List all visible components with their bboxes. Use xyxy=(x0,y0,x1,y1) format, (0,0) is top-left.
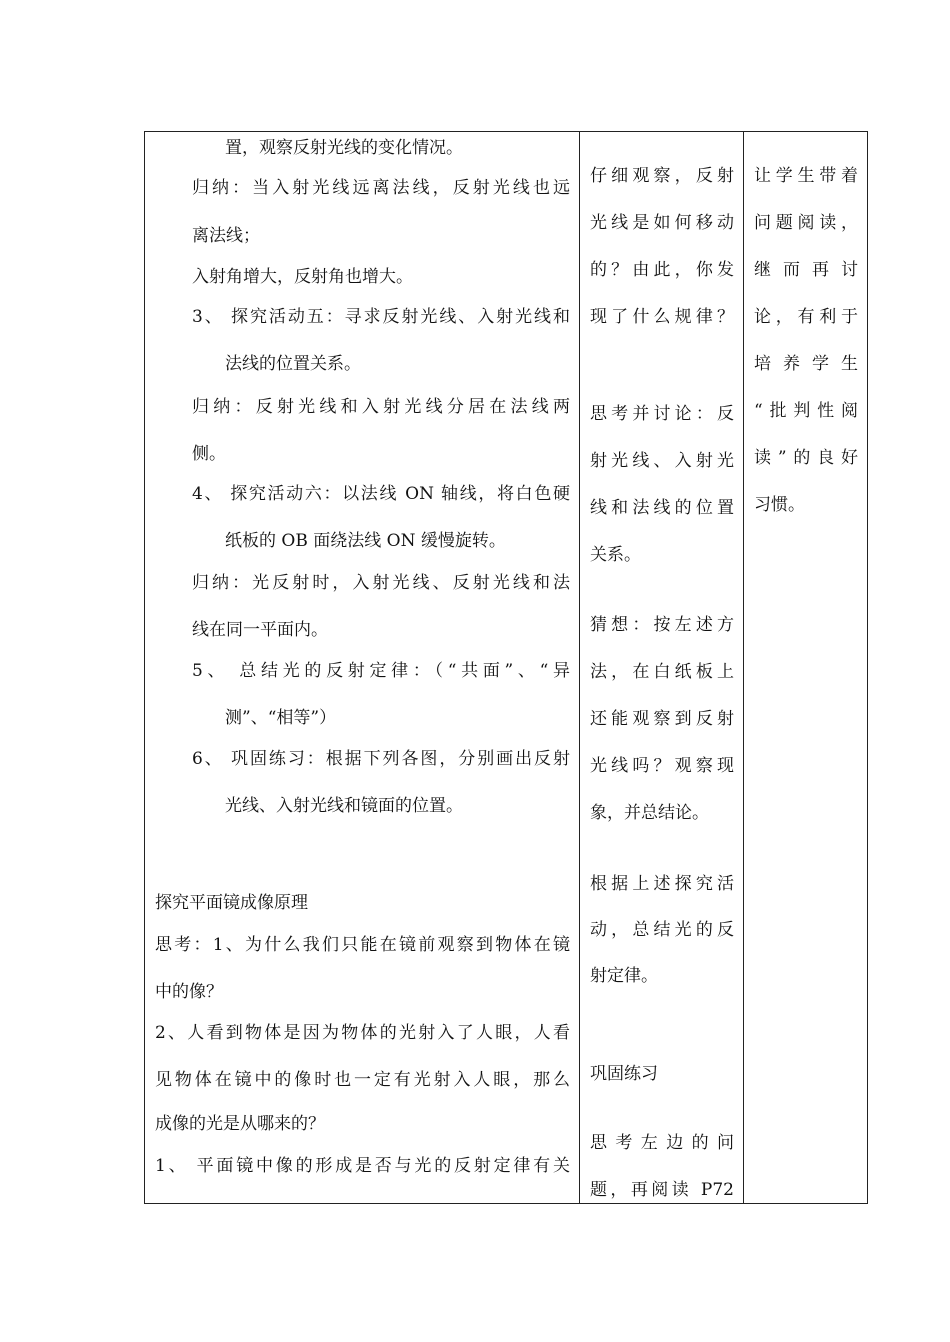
text-line: 见物体在镜中的像时也一定有光射入人眼，那么 xyxy=(155,1070,570,1090)
list-item: 3、 探究活动五：寻求反射光线、入射光线和 xyxy=(192,307,570,327)
text-line: 光线是如何移动 xyxy=(590,213,734,233)
section-heading: 探究平面镜成像原理 xyxy=(155,893,308,913)
text-line: 培养学生 xyxy=(754,354,858,374)
text-line: 归纳：光反射时，入射光线、反射光线和法 xyxy=(192,573,570,593)
text-line: 猜想：按左述方 xyxy=(590,615,734,635)
text-line: 置，观察反射光线的变化情况。 xyxy=(225,138,463,158)
list-item: 6、 巩固练习：根据下列各图，分别画出反射 xyxy=(192,749,570,769)
text-line: 纸板的 OB 面绕法线 ON 缓慢旋转。 xyxy=(225,531,506,551)
text-line: 成像的光是从哪来的？ xyxy=(155,1114,325,1134)
text-line: 光线、入射光线和镜面的位置。 xyxy=(225,796,463,816)
text-line: 读”的良好 xyxy=(754,448,858,468)
text-line: 习惯。 xyxy=(754,495,805,515)
text-line: 思考左边的问 xyxy=(590,1133,734,1153)
list-item: 5、 总结光的反射定律：（“共面”、“异 xyxy=(192,661,570,681)
text-line: 2、人看到物体是因为物体的光射入了人眼，人看 xyxy=(155,1023,570,1043)
text-line: 现了什么规律？ xyxy=(590,307,734,327)
list-item: 1、 平面镜中像的形成是否与光的反射定律有关 xyxy=(155,1156,570,1176)
text-line: 关系。 xyxy=(590,545,641,565)
text-line: 继而再讨 xyxy=(754,260,858,280)
text-line: 射光线、入射光 xyxy=(590,451,734,471)
list-item: 4、 探究活动六：以法线 ON 轴线，将白色硬 xyxy=(192,484,570,504)
text-line: 问题阅读， xyxy=(754,213,858,233)
text-line: 论，有利于 xyxy=(754,307,858,327)
text-line: 光线吗？观察现 xyxy=(590,756,734,776)
text-line: 根据上述探究活 xyxy=(590,874,734,894)
text-line: 思考并讨论：反 xyxy=(590,404,734,424)
text-line: 题，再阅读 P72 xyxy=(590,1180,734,1200)
text-line: 思考：1、为什么我们只能在镜前观察到物体在镜 xyxy=(155,935,570,955)
text-line: 测”、“相等”） xyxy=(225,708,337,728)
text-line: 归纳：当入射光线远离法线，反射光线也远 xyxy=(192,178,570,198)
text-line: 法线的位置关系。 xyxy=(225,354,361,374)
column-divider xyxy=(743,131,744,1204)
text-line: 仔细观察，反射 xyxy=(590,166,734,186)
text-line: 象，并总结论。 xyxy=(590,803,709,823)
text-line: “批判性阅 xyxy=(754,401,858,421)
text-line: 中的像？ xyxy=(155,982,223,1002)
text-line: 的？由此，你发 xyxy=(590,260,734,280)
text-line: 巩固练习 xyxy=(590,1064,658,1084)
text-line: 线和法线的位置 xyxy=(590,498,734,518)
text-line: 让学生带着 xyxy=(754,166,858,186)
text-line: 射定律。 xyxy=(590,966,658,986)
text-line: 归纳：反射光线和入射光线分居在法线两 xyxy=(192,397,570,417)
text-line: 法，在白纸板上 xyxy=(590,662,734,682)
text-line: 离法线； xyxy=(192,226,260,246)
text-line: 入射角增大，反射角也增大。 xyxy=(192,267,413,287)
column-divider xyxy=(579,131,580,1204)
text-line: 还能观察到反射 xyxy=(590,709,734,729)
text-line: 线在同一平面内。 xyxy=(192,620,328,640)
text-line: 动，总结光的反 xyxy=(590,920,734,940)
text-line: 侧。 xyxy=(192,444,226,464)
